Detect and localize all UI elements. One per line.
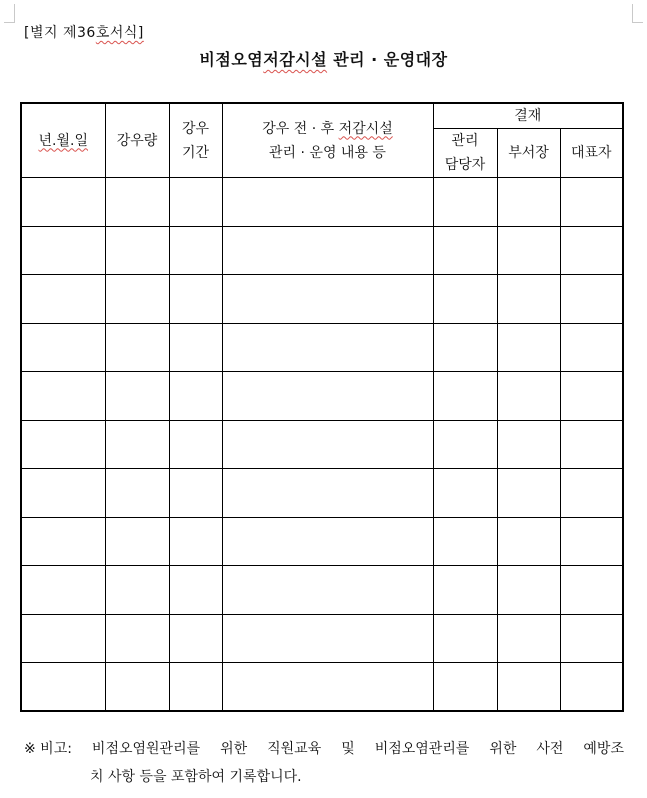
ledger-entry-cell[interactable] — [560, 469, 623, 518]
ledger-entry-cell[interactable] — [222, 178, 433, 227]
title-part-1: 비점오염 — [199, 50, 264, 69]
ledger-entry-cell[interactable] — [21, 275, 105, 324]
ledger-entry-cell[interactable] — [433, 323, 497, 372]
ledger-entry-cell[interactable] — [222, 517, 433, 566]
ledger-entry-cell[interactable] — [169, 226, 222, 275]
ledger-entry-cell[interactable] — [222, 469, 433, 518]
remarks-word: 사전 — [536, 741, 564, 757]
ledger-entry-cell[interactable] — [21, 614, 105, 663]
ledger-entry-cell[interactable] — [560, 323, 623, 372]
ledger-entry-cell[interactable] — [560, 420, 623, 469]
ledger-entry-cell[interactable] — [433, 566, 497, 615]
ledger-entry-cell[interactable] — [560, 663, 623, 712]
ledger-entry-cell[interactable] — [222, 420, 433, 469]
ledger-entry-cell[interactable] — [105, 614, 169, 663]
ledger-entry-cell[interactable] — [169, 614, 222, 663]
ledger-entry-cell[interactable] — [497, 323, 560, 372]
ledger-entry-cell[interactable] — [497, 566, 560, 615]
ledger-entry-cell[interactable] — [21, 178, 105, 227]
ledger-entry-cell[interactable] — [169, 566, 222, 615]
ledger-entry-cell[interactable] — [560, 566, 623, 615]
ledger-entry-cell[interactable] — [105, 420, 169, 469]
page-corner-mark-right — [632, 4, 643, 23]
ledger-entry-cell[interactable] — [105, 323, 169, 372]
ledger-entry-cell[interactable] — [560, 275, 623, 324]
ledger-entry-cell[interactable] — [560, 517, 623, 566]
header-date: 년.월.일 — [21, 103, 105, 178]
remarks-word: 직원교육 — [267, 741, 322, 757]
ledger-entry-cell[interactable] — [169, 178, 222, 227]
form-number-suffix: 호서식] — [95, 25, 144, 41]
ledger-entry-row — [21, 614, 623, 663]
remarks-word: 비점오염관리를 — [374, 741, 470, 757]
ledger-entry-cell[interactable] — [169, 275, 222, 324]
ledger-entry-row — [21, 372, 623, 421]
ledger-entry-cell[interactable] — [222, 566, 433, 615]
ledger-entry-cell[interactable] — [21, 517, 105, 566]
ledger-entry-cell[interactable] — [433, 614, 497, 663]
ledger-entry-cell[interactable] — [433, 663, 497, 712]
header-approval: 결재 — [433, 103, 623, 129]
ledger-entry-cell[interactable] — [497, 178, 560, 227]
ledger-entry-cell[interactable] — [560, 614, 623, 663]
ledger-entry-cell[interactable] — [560, 372, 623, 421]
ledger-entry-cell[interactable] — [497, 372, 560, 421]
remarks-line-2: 치 사항 등을 포함하여 기록합니다. — [90, 769, 302, 785]
ledger-entry-cell[interactable] — [497, 275, 560, 324]
ledger-entry-cell[interactable] — [105, 226, 169, 275]
ledger-entry-row — [21, 566, 623, 615]
remarks-line-1 — [24, 735, 624, 763]
ledger-entry-cell[interactable] — [169, 323, 222, 372]
ledger-entry-row — [21, 226, 623, 275]
ledger-entry-cell[interactable] — [497, 614, 560, 663]
ledger-entry-cell[interactable] — [497, 663, 560, 712]
ledger-entry-cell[interactable] — [21, 663, 105, 712]
header-management-content: 강우 전 · 후 저감시설 관리 · 운영 내용 등 — [222, 103, 433, 178]
remarks-head: ※ 비고: — [24, 741, 72, 757]
header-approver-dept-head: 부서장 — [497, 129, 560, 178]
ledger-entry-cell[interactable] — [560, 178, 623, 227]
ledger-entry-row — [21, 469, 623, 518]
ledger-entry-cell[interactable] — [21, 469, 105, 518]
remarks-word: 비점오염원관리를 — [91, 741, 201, 757]
ledger-entry-row — [21, 663, 623, 712]
ledger-entry-cell[interactable] — [222, 275, 433, 324]
ledger-entry-cell[interactable] — [105, 517, 169, 566]
ledger-entry-row — [21, 517, 623, 566]
ledger-entry-cell[interactable] — [105, 178, 169, 227]
remarks-word: 및 — [341, 741, 355, 757]
title-part-3: 관리 · 운영대장 — [327, 50, 448, 69]
header-approver-ceo: 대표자 — [560, 129, 623, 178]
ledger-entry-cell[interactable] — [497, 517, 560, 566]
form-number-prefix: [별지 제36 — [24, 25, 96, 41]
remarks-note — [24, 735, 624, 791]
ledger-entry-cell[interactable] — [21, 372, 105, 421]
ledger-entry-cell[interactable] — [222, 663, 433, 712]
ledger-entry-row — [21, 420, 623, 469]
ledger-entry-row — [21, 323, 623, 372]
ledger-entry-cell[interactable] — [433, 275, 497, 324]
ledger-entry-cell[interactable] — [433, 372, 497, 421]
ledger-entry-cell[interactable] — [222, 372, 433, 421]
document-title — [0, 47, 647, 70]
ledger-entry-row — [21, 275, 623, 324]
ledger-entry-cell[interactable] — [222, 323, 433, 372]
ledger-entry-cell[interactable] — [105, 372, 169, 421]
ledger-entry-cell[interactable] — [169, 420, 222, 469]
ledger-entry-cell[interactable] — [497, 469, 560, 518]
ledger-entry-cell[interactable] — [21, 420, 105, 469]
ledger-entry-cell[interactable] — [222, 226, 433, 275]
page-corner-mark-left — [4, 4, 15, 23]
ledger-entry-cell[interactable] — [105, 663, 169, 712]
ledger-entry-cell[interactable] — [497, 420, 560, 469]
management-ledger-table — [20, 102, 624, 712]
header-rainfall: 강우량 — [105, 103, 169, 178]
ledger-entry-cell[interactable] — [433, 420, 497, 469]
ledger-entry-cell[interactable] — [169, 469, 222, 518]
remarks-word: 위한 — [220, 741, 248, 757]
ledger-entry-cell[interactable] — [169, 517, 222, 566]
ledger-entry-cell[interactable] — [169, 372, 222, 421]
ledger-entry-cell[interactable] — [433, 469, 497, 518]
title-part-2: 저감시설 — [263, 50, 328, 69]
ledger-entry-cell[interactable] — [433, 517, 497, 566]
header-row-1 — [21, 103, 623, 129]
remarks-word: 위한 — [489, 741, 517, 757]
ledger-entry-cell[interactable] — [433, 178, 497, 227]
ledger-entry-cell[interactable] — [222, 614, 433, 663]
ledger-entry-cell[interactable] — [169, 663, 222, 712]
header-rain-period: 강우 기간 — [169, 103, 222, 178]
ledger-entry-cell[interactable] — [21, 226, 105, 275]
header-approver-manager: 관리 담당자 — [433, 129, 497, 178]
ledger-entry-cell[interactable] — [497, 226, 560, 275]
ledger-entry-cell[interactable] — [105, 275, 169, 324]
ledger-entry-cell[interactable] — [21, 566, 105, 615]
form-number-label — [24, 22, 144, 42]
ledger-entry-cell[interactable] — [105, 469, 169, 518]
remarks-word: 예방조 — [583, 741, 624, 757]
ledger-entry-cell[interactable] — [560, 226, 623, 275]
ledger-entry-cell[interactable] — [105, 566, 169, 615]
ledger-entry-cell[interactable] — [433, 226, 497, 275]
ledger-entry-cell[interactable] — [21, 323, 105, 372]
ledger-entry-row — [21, 178, 623, 227]
